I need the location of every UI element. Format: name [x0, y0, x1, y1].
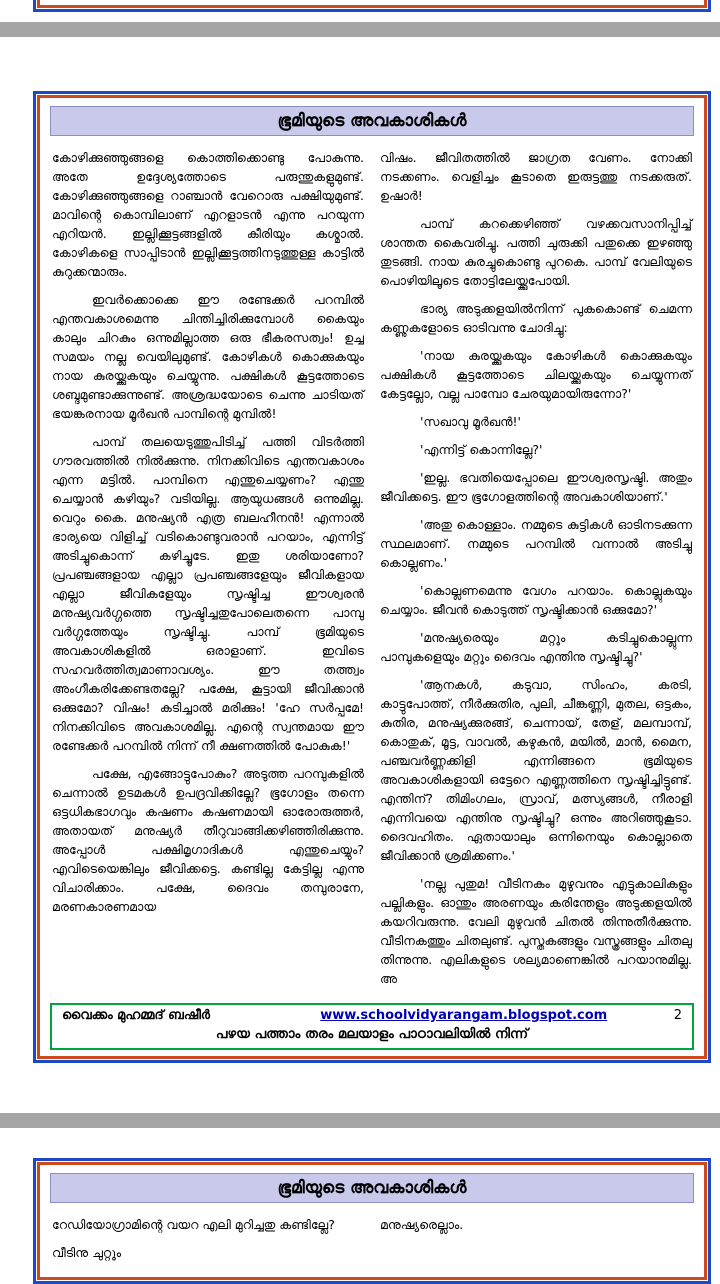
body-paragraph: പക്ഷേ, എങ്ങോട്ടുപോകും? അടുത്ത പറമ്പുകളിൽ ചെന്നാൽ ഉടമകൾ ഉപദ്രവിക്കില്ലേ? ഭൂഗോളം തന്നെ ഒട്ടധികഭാഗവും കഷണം കഷണമായി ഓരോരുത്തർ, അതായത് മനുഷ്യർ തീറുവാങ്ങിക്കഴിഞ്ഞിരിക്കുന്നു. അപ്പോൾ പക്ഷിമൃഗാദികൾ എന്തുചെയ്യും? എവിടെയെങ്കിലും ജീവിക്കട്ടെ. കണ്ടില്ല കേട്ടില്ല എന്നു വിചാരിക്കാം. പക്ഷേ, ദൈവം തമ്പുരാനേ, മരണകാരണമായ	[52, 766, 364, 914]
text-columns	[48, 1213, 696, 1273]
footer-author: വൈക്കം മുഹമ്മദ് ബഷീർ	[62, 1008, 211, 1023]
body-paragraph: 'ഇല്ല. ഭവതിയെപ്പോലെ ഈശ്വരസൃഷ്ടി. അതും ജീവിക്കട്ടെ. ഈ ഭൂഗോളത്തിന്റെ അവകാശിയാണ്.'	[380, 470, 692, 504]
body-paragraph: ഭാര്യ അടുക്കളയിൽനിന്ന് പുകകൊണ്ട് ചെമന്ന കണ്ണുകളോടെ ഓടിവന്നു ചോദിച്ചു:	[380, 301, 692, 335]
previous-page-bottom-edge	[33, 0, 711, 12]
footer-caption: പഴയ പത്താം തരം മലയാളം പാഠാവലിയിൽ നിന്ന്	[215, 1026, 529, 1042]
body-paragraph: 'എന്നിട്ട് കൊന്നില്ലേ?'	[420, 442, 543, 457]
page-separator	[0, 1113, 720, 1128]
body-paragraph: പാമ്പ് കറക്കെഴിഞ്ഞ് വഴക്കവസാനിപ്പിച്ച് ശാന്തത കൈവരിച്ചു. പത്തി ചുരുക്കി പതുക്കെ ഇഴഞ്ഞു തുടങ്ങി. നായ കുരച്ചുകൊണ്ടു പുറകെ. പാമ്പ് വേലിയുടെ പൊഴിയിലൂടെ തോട്ടിലേയ്ക്കുപോയി.	[380, 216, 692, 288]
document-page-2	[33, 91, 711, 1063]
page-separator	[0, 22, 720, 37]
document-page-3	[33, 1158, 711, 1284]
body-paragraph: 'നായ കുരയ്ക്കുകയും കോഴികൾ കൊക്കുകയും പക്ഷികൾ കൂട്ടത്തോടെ ചിലയ്ക്കുകയും ചെയ്യുന്നത് കേട്ടല്ലോ, വല്ല പാമ്പോ ചേരയുമായിരുന്നോ?'	[380, 348, 692, 401]
footer-box	[50, 1003, 694, 1050]
footer-row	[52, 1005, 692, 1024]
body-paragraph: പാമ്പ് തലയെടുത്തുപിടിച്ച് പത്തി വിടർത്തി ഗൗരവത്തിൽ നിൽക്കുന്നു. നിനക്കിവിടെ എന്തവകാശം എന്ന മട്ടിൽ. പാമ്പിനെ എന്തുചെയ്യണം? എന്തു ചെയ്യാൻ കഴിയും? വടിയില്ല. ആയുധങ്ങൾ ഒന്നുമില്ല. വെറും കൈ. മനുഷ്യൻ എത്ര ബലഹീനൻ! എന്നാൽ ഭാര്യയെ വിളിച്ച് വടികൊണ്ടുവരാൻ പറയാം, എന്നിട്ട് അടിച്ചുകൊന്ന് കഴിച്ചൂടേ. ഇതു ശരിയാണോ? പ്രപഞ്ചങ്ങളായ എല്ലാ പ്രപഞ്ചങ്ങളേയും ജീവികളായ എല്ലാ ജീവികളേയും സൃഷ്ടിച്ച ഈശ്വരൻ മനുഷ്യവർഗ്ഗത്തെ സൃഷ്ടിച്ചതുപോലെതന്നെ പാമ്പു വർഗ്ഗത്തേയും സൃഷ്ടിച്ചു. പാമ്പ് ഭൂമിയുടെ അവകാശികളിൽ ഒരാളാണ്. ഇവിടെ സഹവർത്തിത്വമാണാവശ്യം. ഈ തത്ത്വം അംഗീകരിക്കേണ്ടതല്ലേ? പക്ഷേ, കൂട്ടായി ജീവിക്കാൻ ഒക്കുമോ? വിഷം! കടിച്ചാൽ മരിക്കും! 'ഹേ സർപ്പമേ! നിനക്കിവിടെ അവകാശമില്ല. എന്റെ സ്വന്തമായ ഈ രണ്ടേക്കർ പറമ്പിൽ നിന്ന് നീ ക്ഷണത്തിൽ പോകുക!'	[52, 434, 364, 753]
body-paragraph: 'മനുഷ്യരെയും മറ്റും കടിച്ചുകൊല്ലുന്ന പാമ്പുകളെയും മറ്റും ദൈവം എന്തിനു സൃഷ്ടിച്ചു?'	[380, 630, 692, 664]
body-paragraph: 'ആനകൾ, കടുവാ, സിംഹം, കരടി, കാട്ടുപോത്ത്, നീർക്കുതിര, പുലി, ചീങ്കണ്ണി, മുതല, ഒട്ടകം, കുതിര, മനുഷ്യക്കുരങ്ങ്, ചെന്നായ്, തേള്, മലമ്പാമ്പ്, കൊതുക്, മൂട്ട, വാവൽ, കഴുകൻ, മയിൽ, മാൻ, മൈന, പഞ്ചവർണ്ണക്കിളി എന്നിങ്ങനെ ഭൂമിയുടെ അവകാശികളായി ഒട്ടേറെ എണ്ണത്തിനെ സൃഷ്ടിച്ചിട്ടുണ്ട്. എന്തിന്? തിമിംഗലം, സ്രാവ്, മത്സ്യങ്ങൾ, നീരാളി എന്നിവയെ എന്തിനു സൃഷ്ടിച്ചു? ഒന്നും അറിഞ്ഞുകൂടാ. ദൈവഹിതം. ഏതായാലും ഒന്നിനെയും കൊല്ലാതെ ജീവിക്കാൻ ശ്രമിക്കണം.'	[380, 677, 692, 863]
page-title-bar	[50, 1173, 694, 1203]
text-columns	[48, 146, 696, 999]
body-paragraph: കോഴിക്കുഞ്ഞുങ്ങളെ കൊത്തിക്കൊണ്ടു പോകുന്നു. അതേ ഉദ്ദേശ്യത്തോടെ പരുന്തുകളുമുണ്ട്. കോഴിക്കുഞ്ഞുങ്ങളെ റാഞ്ചാൻ വേറൊരു പക്ഷിയുമുണ്ട്. മാവിന്റെ കൊമ്പിലാണ് എറളാടൻ എന്നു പറയുന്ന എറിയൻ. ഇല്ലിക്കൂട്ടങ്ങളിൽ കീരിയും കശ്മാൽ. കോഴികളെ സാപ്പിടാൻ ഇല്ലിക്കൂട്ടത്തിനടുത്തുള്ള കാട്ടിൽ കുറുക്കന്മാരും.	[52, 150, 364, 279]
left-column	[52, 1215, 364, 1271]
page-inner-border	[37, 95, 707, 1059]
body-paragraph: 'സഖാവു മൂർഖൻ!'	[420, 414, 521, 429]
body-paragraph: 'നല്ല പുതുമ! വീടിനകം മുഴുവനും എട്ടുകാലികളും പല്ലികളും. ഓന്തും അരണയും കരിന്തേളും അടുക്കളയിൽ കയറിവരുന്നു. വേലി മുഴുവൻ ചിതൽ തിന്നുതീർക്കുന്നു. വീടിനകത്തും ചിതലുണ്ട്. പുസ്തകങ്ങളും വസ്ത്രങ്ങളും ചിതലു തിന്നുന്നു. എലികളുടെ ശല്യമാണെങ്കിൽ പറയാനുമില്ല. അ	[380, 876, 692, 986]
page-title: ഭൂമിയുടെ അവകാശികൾ	[277, 1178, 467, 1198]
body-paragraph: 'കൊല്ലണമെന്നു വേഗം പറയാം. കൊല്ലുകയും ചെയ്യാം. ജീവൻ കൊടുത്ത് സൃഷ്ടിക്കാൻ ഒക്കുമോ?'	[380, 583, 692, 617]
body-paragraph: മനുഷ്യരെല്ലാം.	[380, 1217, 464, 1232]
footer-url-link[interactable]: www.schoolvidyarangam.blogspot.com	[320, 1008, 608, 1023]
body-paragraph: ഇവർക്കൊക്കെ ഈ രണ്ടേക്കർ പറമ്പിൽ എന്തവകാശമെന്നു ചിന്തിച്ചിരിക്കുമ്പോൾ കൈയും കാലും ചിറകും ഒന്നുമില്ലാത്ത ഒരു ഭീകരസത്വം! ഉച്ച സമയം നല്ല വെയിലുമുണ്ട്. കോഴികൾ കൊക്കുകയും നായ കുരയ്ക്കുകയും ചെയ്യുന്നു. പക്ഷികൾ കൂട്ടത്തോടെ ശബ്ദമുണ്ടാക്കുന്നുണ്ട്. അശ്രദ്ധയോടെ ചെന്നു ചാടിയത് ഭയങ്കരനായ മൂർഖൻ പാമ്പിന്റെ മുമ്പിൽ!	[52, 292, 364, 421]
right-column	[380, 148, 692, 997]
page-title-bar	[50, 106, 694, 136]
right-column	[380, 1215, 692, 1271]
body-paragraph: വിഷം. ജീവിതത്തിൽ ജാഗ്രത വേണം. നോക്കി നടക്കണം. വെളിച്ചം കൂടാതെ ഇരുട്ടത്തു നടക്കരുത്. ഉഷാർ!	[380, 150, 692, 203]
page-title: ഭൂമിയുടെ അവകാശികൾ	[277, 111, 467, 131]
body-paragraph: വീടിനു ചുറ്റും	[52, 1245, 122, 1260]
page-inner-border	[37, 1162, 707, 1280]
previous-page-inner-border	[37, 0, 707, 8]
body-paragraph: 'അതു കൊള്ളാം. നമ്മുടെ കുട്ടികൾ ഓടിനടക്കുന്ന സ്ഥലമാണ്. നമ്മുടെ പറമ്പിൽ വന്നാൽ അടിച്ചു കൊല്ലണം.'	[380, 517, 692, 570]
body-paragraph: റേഡിയോഗ്രാമിന്റെ വയറ എലി മുറിച്ചതു കണ്ടില്ലേ?	[52, 1217, 335, 1232]
left-column	[52, 148, 364, 997]
footer-page-number: 2	[673, 1008, 682, 1023]
